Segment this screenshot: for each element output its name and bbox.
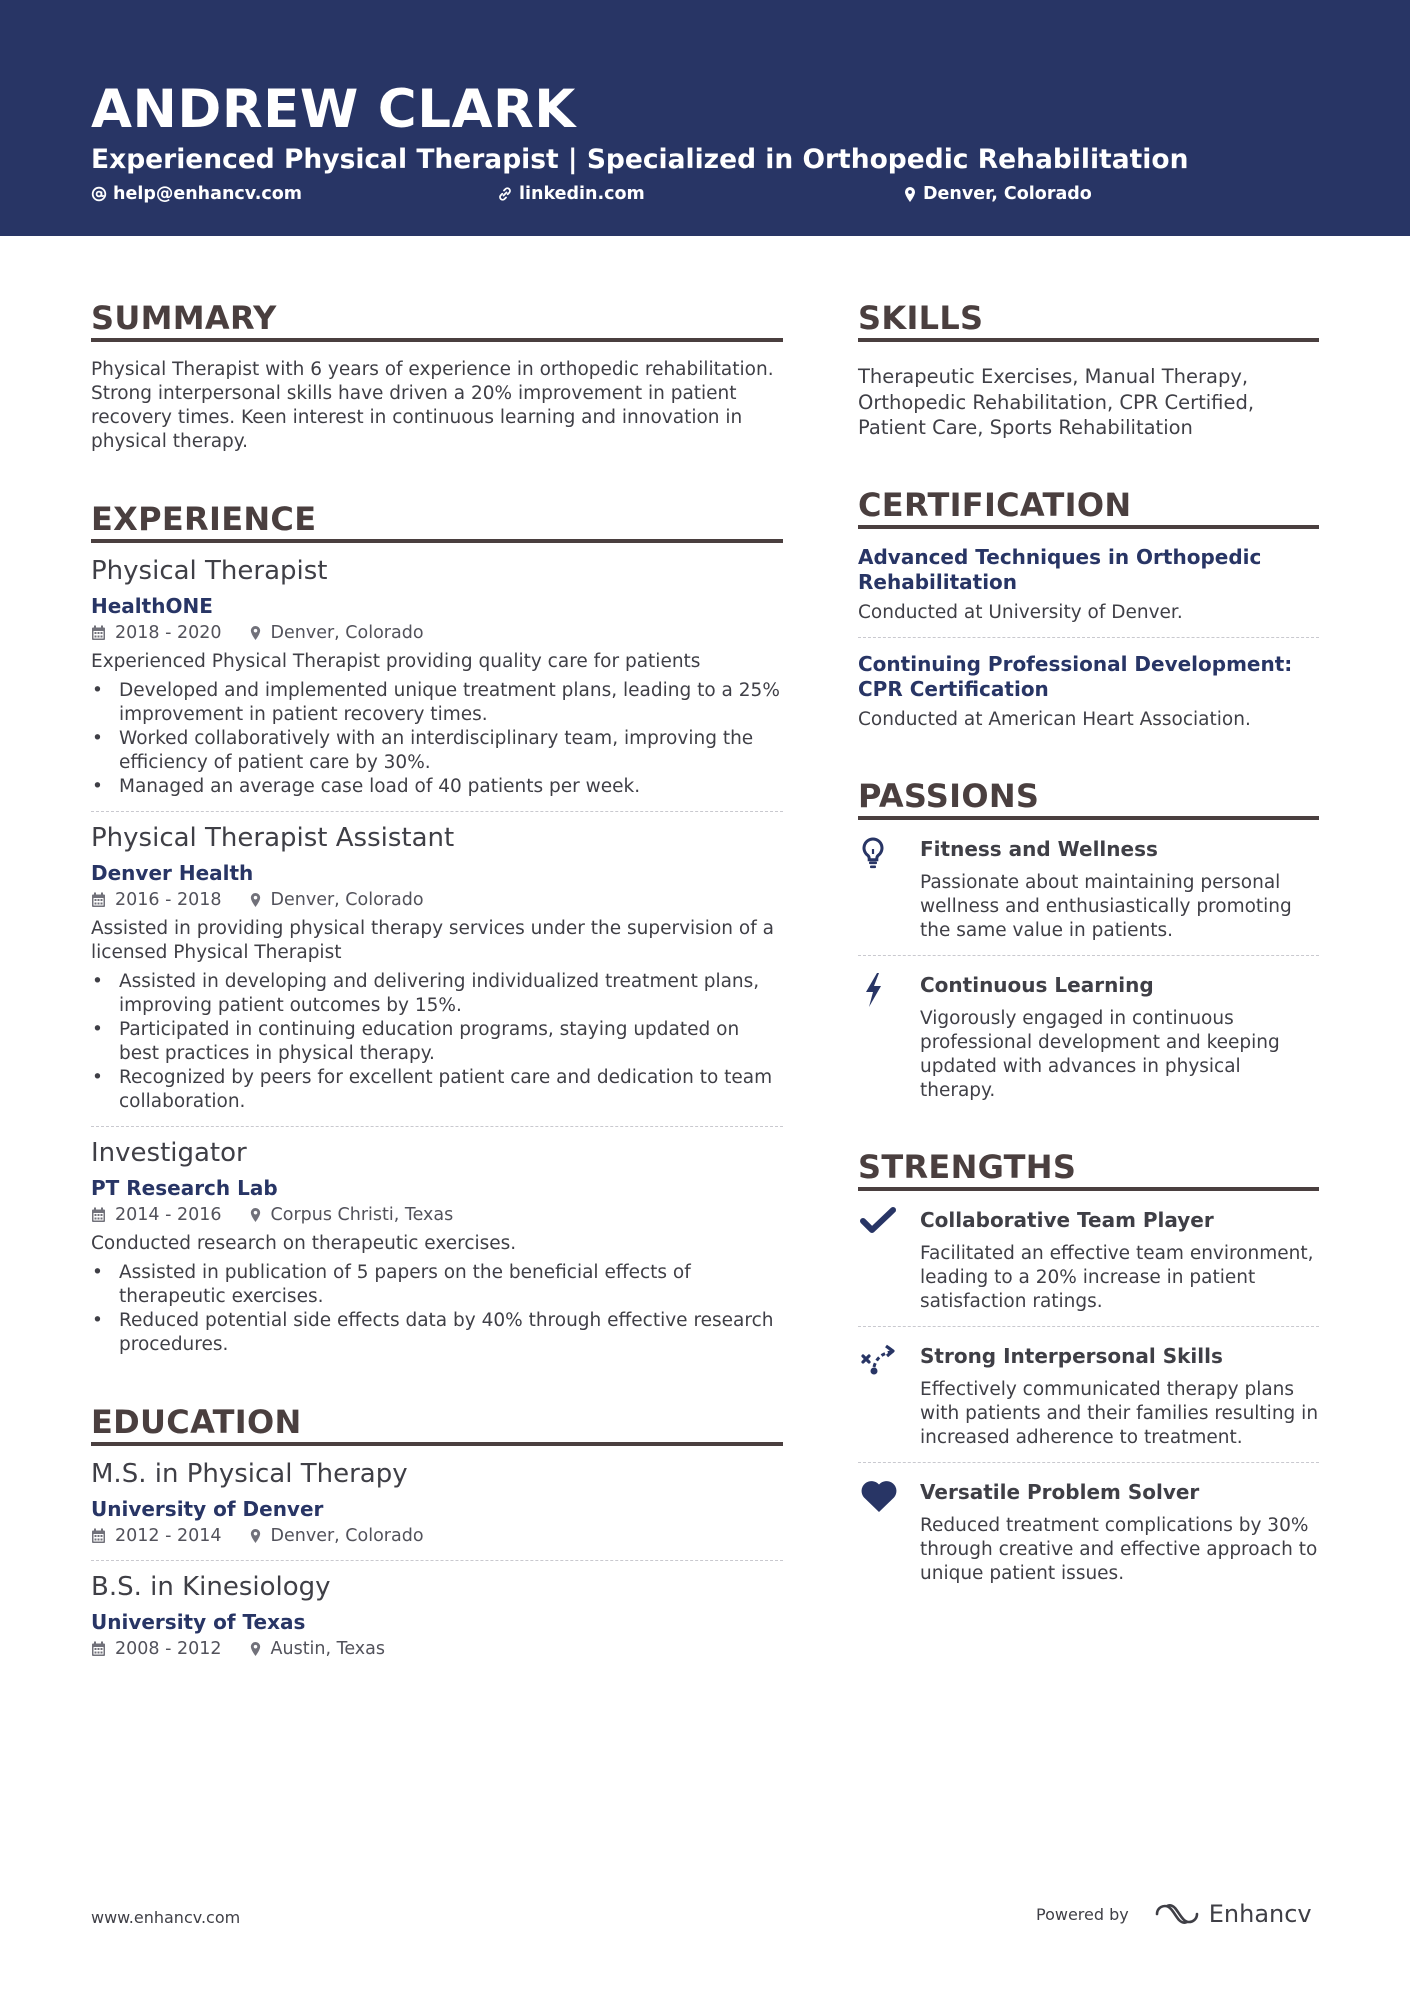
link-icon <box>497 186 513 202</box>
job-dates <box>91 888 222 912</box>
job-bullet: • Participated in continuing education programs, staying updated on best practices in physical therapy. <box>91 1018 783 1066</box>
divider <box>91 1126 783 1127</box>
job-bullet: • Reduced potential side effects data by 40% through effective research procedures. <box>91 1309 783 1357</box>
strength-title: Strong Interpersonal Skills <box>920 1343 1223 1368</box>
job-description: Experienced Physical Therapist providing quality care for patients <box>91 651 701 672</box>
education-meta <box>91 1524 783 1548</box>
calendar-icon <box>91 1528 106 1544</box>
education-location-text: Denver, Colorado <box>270 1526 424 1546</box>
resume-header <box>0 0 1410 236</box>
job-role: Physical Therapist <box>91 556 328 586</box>
job-bullet: • Managed an average case load of 40 patients per week. <box>91 775 783 799</box>
education-location <box>249 1524 424 1548</box>
contact-location <box>903 182 1092 206</box>
passion-title: Fitness and Wellness <box>920 836 1158 861</box>
at-icon <box>91 186 107 202</box>
job-company: HealthONE <box>91 594 213 618</box>
passion-entry <box>858 836 1319 943</box>
divider <box>858 1462 1319 1463</box>
job-bullet: • Recognized by peers for excellent patient care and dedication to team collaboration. <box>91 1066 783 1114</box>
job-bullet: • Worked collaboratively with an interdisciplinary team, improving the efficiency of patient care by 30%. <box>91 727 783 775</box>
education-meta <box>91 1637 783 1661</box>
certification-detail: Conducted at American Heart Association. <box>858 708 1251 730</box>
heart-icon <box>860 1479 898 1513</box>
enhancv-logo-icon <box>1153 1902 1201 1926</box>
checkmark-icon <box>860 1207 896 1235</box>
strengths-section <box>858 1149 1319 1586</box>
experience-entry <box>91 822 783 1114</box>
job-meta <box>91 888 783 912</box>
job-company: Denver Health <box>91 861 254 885</box>
job-meta <box>91 621 783 645</box>
passion-entry <box>858 972 1319 1103</box>
education-location-text: Austin, Texas <box>270 1639 386 1659</box>
strength-text: Effectively communicated therapy plans with patients and their families resulting in increased adherence to treatment. <box>920 1378 1319 1448</box>
job-bullet: • Developed and implemented unique treatment plans, leading to a 25% improvement in patient recovery times. <box>91 679 783 727</box>
contact-email-text: help@enhancv.com <box>113 184 303 204</box>
calendar-icon <box>91 892 106 908</box>
strengths-title: STRENGTHS <box>858 1149 1319 1191</box>
divider <box>858 955 1319 956</box>
education-entry <box>91 1458 783 1548</box>
job-description: Assisted in providing physical therapy services under the supervision of a licensed Physical Therapist <box>91 918 774 963</box>
calendar-icon <box>91 1641 106 1657</box>
job-bullets <box>91 970 783 1114</box>
certification-detail: Conducted at University of Denver. <box>858 601 1183 623</box>
job-role: Investigator <box>91 1138 247 1168</box>
passions-title: PASSIONS <box>858 778 1319 820</box>
candidate-headline: Experienced Physical Therapist | Specialized in Orthopedic Rehabilitation <box>91 144 1189 175</box>
strength-entry <box>858 1479 1319 1586</box>
certification-title: CERTIFICATION <box>858 487 1319 529</box>
strength-entry <box>858 1207 1319 1314</box>
job-dates <box>91 1203 222 1227</box>
certification-entry <box>858 545 1319 625</box>
strength-title: Versatile Problem Solver <box>920 1479 1200 1504</box>
lightbulb-icon <box>860 836 886 870</box>
summary-section <box>91 300 783 454</box>
divider <box>858 637 1319 638</box>
education-dates <box>91 1524 222 1548</box>
experience-title: EXPERIENCE <box>91 501 783 543</box>
contact-location-text: Denver, Colorado <box>923 184 1092 204</box>
skills-list: Therapeutic Exercises, Manual Therapy, Orthopedic Rehabilitation, CPR Certified, Patient Care, Sports Rehabilitation <box>858 365 1255 439</box>
certification-section <box>858 487 1319 732</box>
education-school: University of Denver <box>91 1497 324 1521</box>
job-meta <box>91 1203 783 1227</box>
experience-entry <box>91 555 783 799</box>
candidate-name: ANDREW CLARK <box>91 79 576 140</box>
education-section <box>91 1404 783 1661</box>
map-pin-icon <box>249 1207 262 1223</box>
calendar-icon <box>91 625 106 641</box>
brand-name: Enhancv <box>1208 1900 1312 1928</box>
calendar-icon <box>91 1207 106 1223</box>
education-school: University of Texas <box>91 1610 306 1634</box>
certification-name: Continuing Professional Development: CPR Certification <box>858 651 1293 701</box>
divider <box>91 811 783 812</box>
passions-section <box>858 778 1319 1103</box>
skills-title: SKILLS <box>858 300 1319 342</box>
divider <box>858 1326 1319 1327</box>
certification-name: Advanced Techniques in Orthopedic Rehabilitation <box>858 544 1262 594</box>
job-dates-text: 2018 - 2020 <box>115 623 222 643</box>
lightning-icon <box>860 972 886 1008</box>
strategy-icon <box>860 1343 896 1377</box>
map-pin-icon <box>249 1528 262 1544</box>
job-location-text: Denver, Colorado <box>270 623 424 643</box>
left-column <box>91 300 783 1661</box>
strength-text: Reduced treatment complications by 30% through creative and effective approach to unique patient issues. <box>920 1514 1318 1584</box>
education-dates-text: 2008 - 2012 <box>115 1639 222 1659</box>
passion-title: Continuous Learning <box>920 972 1154 997</box>
map-pin-icon <box>249 625 262 641</box>
contact-linkedin[interactable] <box>497 182 645 206</box>
summary-text: Physical Therapist with 6 years of experience in orthopedic rehabilitation. Strong interpersonal skills have driven a 20% improvement in patient recovery times. Keen interest in continuous learning and innovation in physical therapy. <box>91 359 774 452</box>
strength-text: Facilitated an effective team environment, leading to a 20% increase in patient satisfaction ratings. <box>920 1242 1314 1312</box>
map-pin-icon <box>903 186 917 203</box>
education-entry <box>91 1571 783 1661</box>
footer-branding <box>1036 1900 1312 1928</box>
job-dates-text: 2016 - 2018 <box>115 890 222 910</box>
job-location-text: Corpus Christi, Texas <box>270 1205 454 1225</box>
experience-entry <box>91 1137 783 1357</box>
map-pin-icon <box>249 1641 262 1657</box>
contact-email[interactable] <box>91 182 302 206</box>
strength-entry <box>858 1343 1319 1450</box>
education-degree: B.S. in Kinesiology <box>91 1572 331 1602</box>
job-bullets <box>91 1261 783 1357</box>
job-company: PT Research Lab <box>91 1176 278 1200</box>
map-pin-icon <box>249 892 262 908</box>
job-location <box>249 1203 454 1227</box>
summary-title: SUMMARY <box>91 300 783 342</box>
job-bullet: • Assisted in developing and delivering individualized treatment plans, improving patient outcomes by 15%. <box>91 970 783 1018</box>
education-location <box>249 1637 386 1661</box>
education-dates-text: 2012 - 2014 <box>115 1526 222 1546</box>
divider <box>91 1560 783 1561</box>
contact-linkedin-text: linkedin.com <box>519 184 645 204</box>
education-title: EDUCATION <box>91 1404 783 1446</box>
job-location <box>249 888 424 912</box>
passion-text: Vigorously engaged in continuous professional development and keeping updated with advances in physical therapy. <box>920 1007 1280 1101</box>
education-dates <box>91 1637 222 1661</box>
powered-by-label: Powered by <box>1036 1904 1129 1924</box>
right-column <box>858 300 1319 1586</box>
job-bullet: • Assisted in publication of 5 papers on the beneficial effects of therapeutic exercises. <box>91 1261 783 1309</box>
certification-entry <box>858 652 1319 732</box>
job-location-text: Denver, Colorado <box>270 890 424 910</box>
experience-section <box>91 501 783 1357</box>
footer-website[interactable]: www.enhancv.com <box>91 1908 241 1927</box>
job-location <box>249 621 424 645</box>
job-description: Conducted research on therapeutic exercises. <box>91 1233 517 1254</box>
job-bullets <box>91 679 783 799</box>
strength-title: Collaborative Team Player <box>920 1207 1214 1232</box>
education-degree: M.S. in Physical Therapy <box>91 1459 408 1489</box>
skills-section <box>858 300 1319 441</box>
passion-text: Passionate about maintaining personal wellness and enthusiastically promoting the same value in patients. <box>920 871 1292 941</box>
job-role: Physical Therapist Assistant <box>91 823 455 853</box>
job-dates <box>91 621 222 645</box>
job-dates-text: 2014 - 2016 <box>115 1205 222 1225</box>
